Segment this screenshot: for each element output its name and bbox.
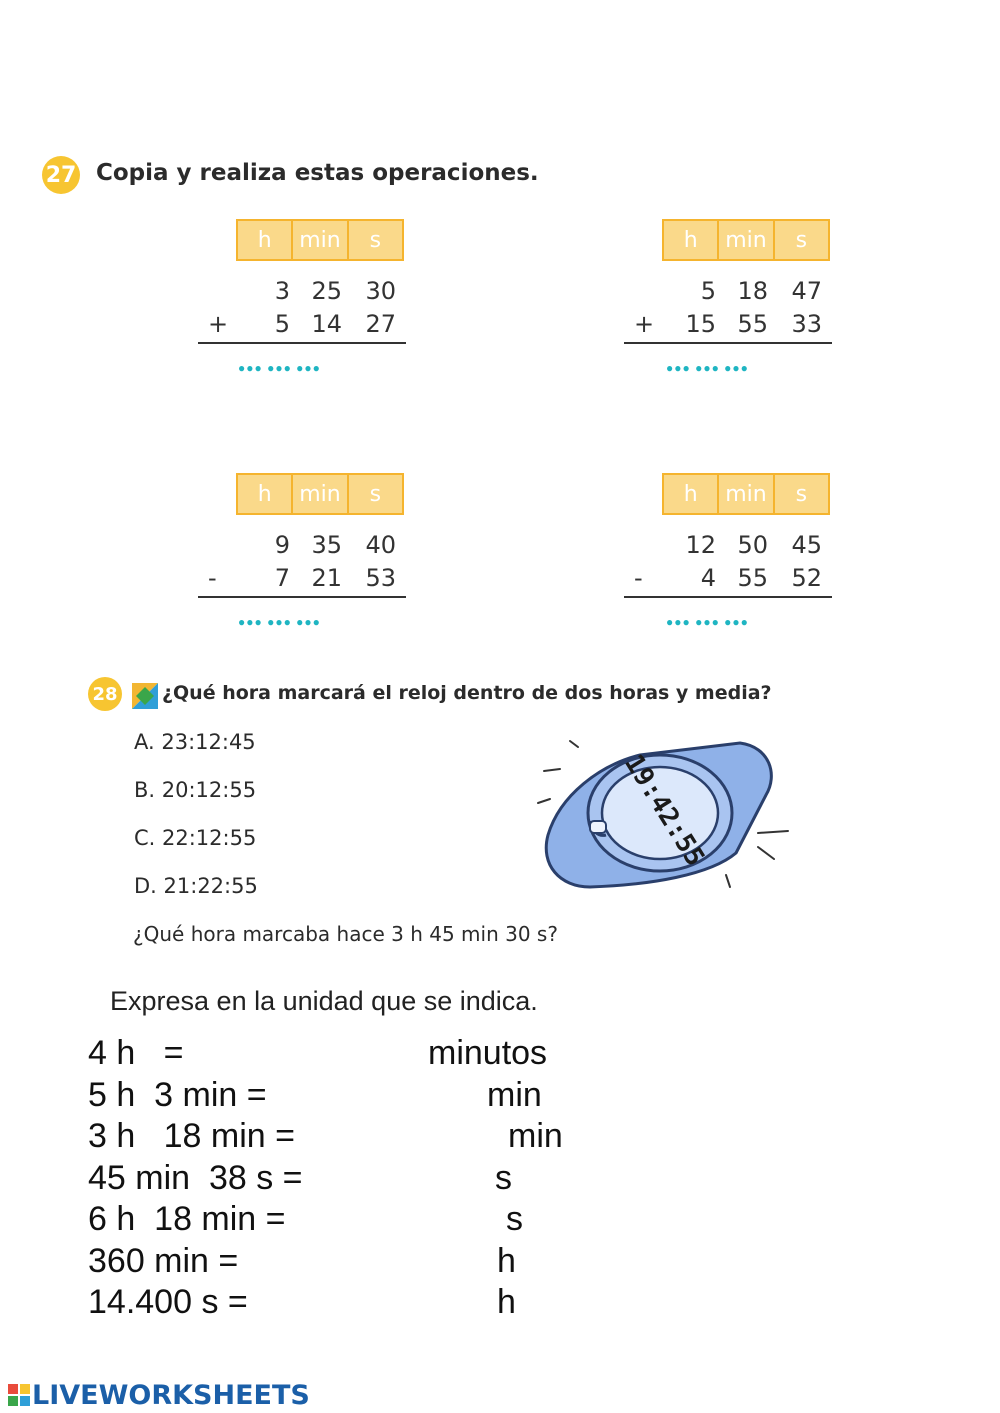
logo-cube-icon	[8, 1384, 30, 1406]
conversion-unit: s	[495, 1159, 512, 1197]
conversion-unit: min	[508, 1117, 563, 1155]
follow-up-question: ¿Qué hora marcaba hace 3 h 45 min 30 s?	[133, 922, 558, 946]
unit-header	[662, 219, 830, 261]
conversion-expression: 3 h 18 min =	[88, 1117, 295, 1155]
operator-sign: +	[634, 310, 655, 338]
operator-sign: +	[208, 310, 229, 338]
conversion-expression: 4 h =	[88, 1034, 184, 1072]
header-minutes: min	[719, 221, 774, 259]
header-minutes: min	[293, 221, 348, 259]
time-operation	[624, 473, 864, 633]
unit-header	[662, 473, 830, 515]
header-seconds: s	[795, 481, 808, 507]
operand-row: - 4 55 52	[634, 564, 822, 592]
conversion-expression: 6 h 18 min =	[88, 1200, 286, 1238]
header-hours: h	[664, 475, 719, 513]
conversion-unit: s	[506, 1200, 523, 1238]
header-seconds: s	[369, 227, 382, 253]
header-hours: h	[664, 221, 719, 259]
result-line	[624, 342, 832, 344]
express-section-title: Expresa en la unidad que se indica.	[110, 986, 538, 1016]
result-line	[198, 596, 406, 598]
header-minutes: min	[293, 475, 348, 513]
conversion-expression: 5 h 3 min =	[88, 1076, 267, 1114]
result-line	[624, 596, 832, 598]
result-line	[198, 342, 406, 344]
competence-icon	[132, 683, 158, 709]
exercise-title: Copia y realiza estas operaciones.	[96, 160, 539, 186]
conversion-unit: min	[487, 1076, 542, 1114]
exercise-number-badge: 27	[42, 156, 80, 194]
operand-row: + 15 55 33	[634, 310, 822, 338]
time-operation	[624, 219, 864, 379]
liveworksheets-logo	[8, 1380, 310, 1411]
operator-sign: -	[634, 564, 643, 592]
conversion-expression: 45 min 38 s =	[88, 1159, 303, 1197]
answer-option-c[interactable]: C. 22:12:55	[134, 826, 257, 850]
header-seconds: s	[369, 481, 382, 507]
operand-row: 5 18 47	[700, 277, 822, 305]
exercise-number-badge: 28	[88, 677, 122, 711]
time-operation	[198, 219, 438, 379]
conversion-unit: minutos	[428, 1034, 548, 1072]
answer-option-b[interactable]: B. 20:12:55	[134, 778, 257, 802]
answer-placeholder[interactable]: ●●● ●●● ●●●	[238, 615, 321, 629]
header-seconds: s	[795, 227, 808, 253]
operand-row: 12 50 45	[685, 531, 822, 559]
unit-header	[236, 473, 404, 515]
unit-header	[236, 219, 404, 261]
exercise-question: ¿Qué hora marcará el reloj dentro de dos horas y media?	[162, 682, 772, 704]
answer-placeholder[interactable]: ●●● ●●● ●●●	[238, 361, 321, 375]
logo-text: LIVEWORKSHEETS	[32, 1380, 310, 1411]
watch-display-time: 19:42:55	[618, 749, 711, 872]
operand-row: 9 35 40	[274, 531, 396, 559]
conversion-expression: 14.400 s =	[88, 1283, 248, 1321]
header-hours: h	[238, 221, 293, 259]
conversion-unit: h	[497, 1242, 516, 1280]
operand-row: - 7 21 53	[208, 564, 396, 592]
answer-placeholder[interactable]: ●●● ●●● ●●●	[666, 615, 749, 629]
conversion-unit: h	[497, 1283, 516, 1321]
operand-row: + 5 14 27	[208, 310, 396, 338]
digital-watch-illustration	[530, 725, 800, 895]
operator-sign: -	[208, 564, 217, 592]
conversion-expression: 360 min =	[88, 1242, 239, 1280]
time-operation	[198, 473, 438, 633]
header-minutes: min	[719, 475, 774, 513]
answer-option-a[interactable]: A. 23:12:45	[134, 730, 256, 754]
operand-row: 3 25 30	[274, 277, 396, 305]
answer-option-d[interactable]: D. 21:22:55	[134, 874, 258, 898]
answer-placeholder[interactable]: ●●● ●●● ●●●	[666, 361, 749, 375]
header-hours: h	[238, 475, 293, 513]
